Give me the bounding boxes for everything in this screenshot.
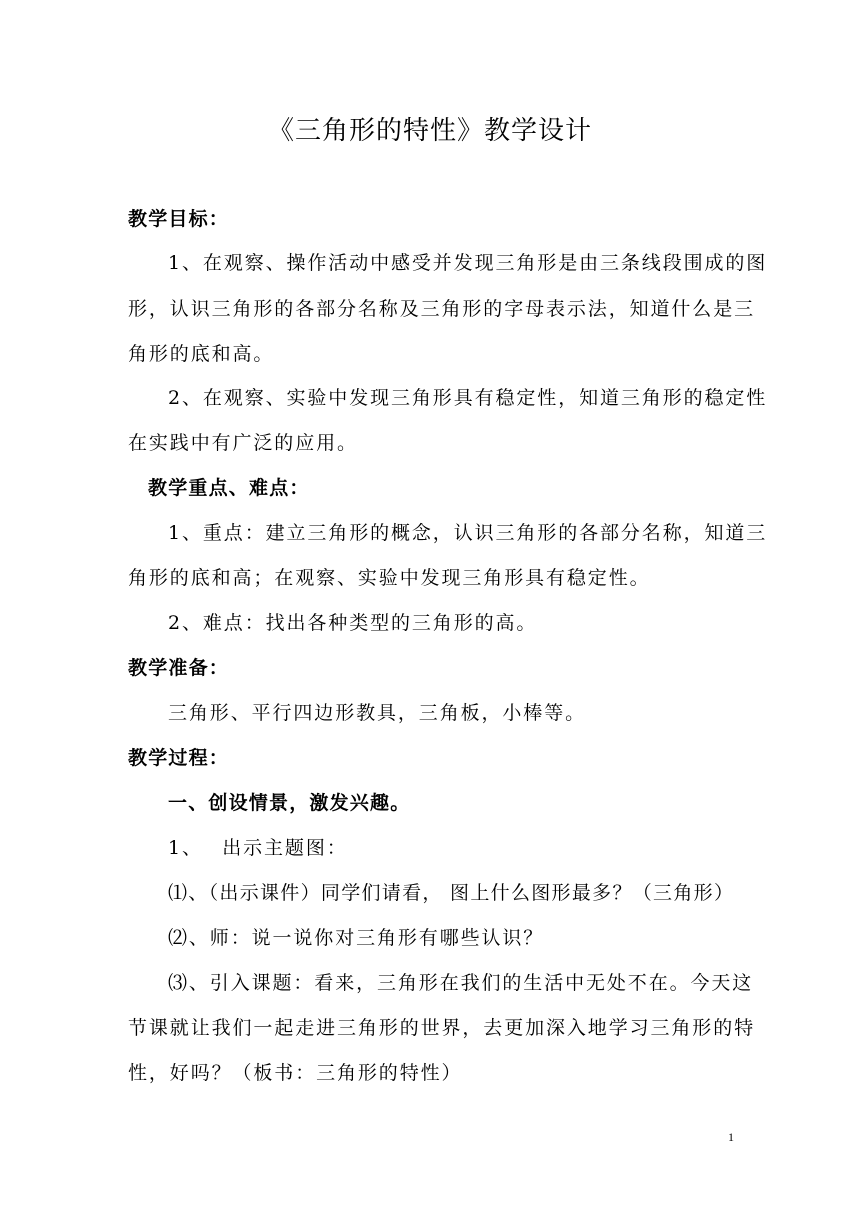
step-1-2: ⑵、师：说一说你对三角形有哪些认识？ — [168, 927, 545, 949]
key-point-1-line-2: 角形的底和高；在观察、实验中发现三角形具有稳定性。 — [128, 567, 651, 589]
objective-1-line-1: 1、在观察、操作活动中感受并发现三角形是由三条线段围成的图 — [168, 252, 768, 274]
step-1-3-line-2: 节课就让我们一起走进三角形的世界，去更加深入地学习三角形的特 — [128, 1017, 756, 1039]
preparation-text: 三角形、平行四边形教具，三角板，小棒等。 — [168, 702, 587, 724]
page-number: 1 — [728, 1130, 734, 1144]
process-heading: 教学过程： — [128, 747, 230, 769]
objectives-heading: 教学目标： — [128, 208, 230, 230]
step-1: 1、 出示主题图： — [168, 837, 348, 859]
objective-1-line-3: 角形的底和高。 — [128, 343, 275, 365]
objective-1-line-2: 形，认识三角形的各部分名称及三角形的字母表示法，知道什么是三 — [128, 298, 756, 320]
document-title: 《三角形的特性》教学设计 — [267, 116, 592, 146]
step-1-1: ⑴、（出示课件）同学们请看， 图上什么图形最多？（三角形） — [168, 882, 735, 904]
section-1-heading: 一、创设情景，激发兴趣。 — [168, 792, 411, 814]
objective-2-line-1: 2、在观察、实验中发现三角形具有稳定性，知道三角形的稳定性 — [168, 387, 768, 409]
key-point-2: 2、难点：找出各种类型的三角形的高。 — [168, 612, 538, 634]
preparation-heading: 教学准备： — [128, 657, 230, 679]
step-1-3-line-3: 性，好吗？（板书：三角形的特性） — [128, 1062, 463, 1084]
key-point-1-line-1: 1、重点：建立三角形的概念，认识三角形的各部分名称，知道三 — [168, 522, 768, 544]
objective-2-line-2: 在实践中有广泛的应用。 — [128, 432, 358, 454]
key-points-heading: 教学重点、难点： — [148, 477, 310, 499]
step-1-3-line-1: ⑶、引入课题：看来，三角形在我们的生活中无处不在。今天这 — [168, 972, 754, 994]
